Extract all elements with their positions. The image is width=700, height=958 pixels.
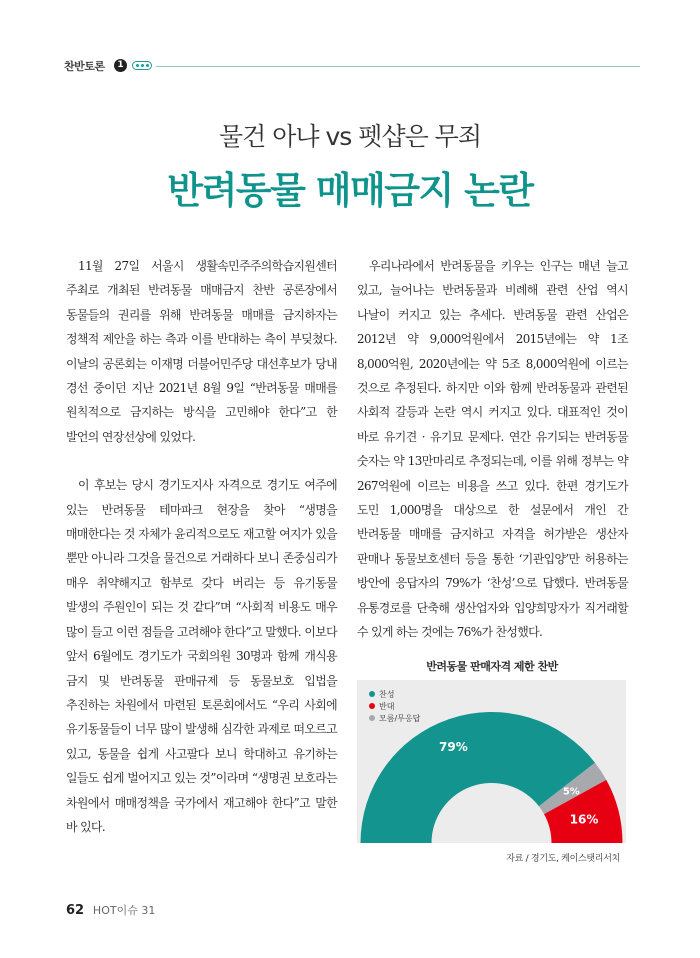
legend-label: 찬성 xyxy=(379,690,395,699)
page-number: 62 xyxy=(66,903,85,918)
legend-label: 반대 xyxy=(379,702,395,711)
legend-item xyxy=(369,701,420,713)
legend-swatch xyxy=(369,703,375,709)
slice-value-label: 16% xyxy=(569,812,599,827)
chart-legend xyxy=(369,689,420,725)
section-header xyxy=(64,58,640,76)
article-subtitle: 물건 아냐 vs 펫샵은 무죄 xyxy=(219,122,481,151)
dots-icon xyxy=(132,61,152,70)
magazine-name: HOT이슈 31 xyxy=(92,904,156,917)
legend-item xyxy=(369,689,420,701)
page-footer xyxy=(66,902,155,918)
chart-source: 자료 / 경기도, 케이스탯리서치 xyxy=(506,854,620,864)
header-divider xyxy=(156,66,640,67)
section-label: 찬반토론 xyxy=(64,60,105,73)
chart-panel xyxy=(357,680,626,843)
body-paragraph: 우리나라에서 반려동물을 키우는 인구는 매년 늘고 있고, 늘어나는 반려동물과 비례해 관련 산업 역시 나날이 커지고 있는 추세다. 반려동물 관련 산업은 2012년 약 9,000억원에서 2015년에는 약 1조 8,000억원, 2020년에는 약 5조 8,000억원에 이르는 것으로 추정된다. 하지만 이와 함께 반려동물과 관련된 사회적 갈등과 논란 역시 커지고 있다. 대표적인 것이 바로 유기견 · 유기묘 문제다. 연간 유기되는 반려동물 숫자는 약 13만마리로 추정되는데, 이를 위해 정부는 약 267억원에 이르는 비용을 쓰고 있다. 한편 경기도가 도민 1,000명을 대상으로 한 설문에서 개인 간 반려동물 매매를 금지하고 자격을 허가받은 생산자 판매나 동물보호센터 등을 통한 ‘기관입양’만 허용하는 방안에 응답자의 79%가 ‘찬성’으로 답했다. 반려동물 유통경로를 단축해 생산업자와 입양희망자가 직거래할 수 있게 하는 것에는 76%가 찬성했다. xyxy=(357,259,628,640)
body-paragraph: 11월 27일 서울시 생활속민주주의학습지원센터 주최로 개최된 반려동물 매매금지 찬반 공론장에서 동물들의 권리를 위해 반려동물 매매를 금지하자는 정책적 제안을 하는 측과 이를 반대하는 측이 부딪쳤다. 이날의 공론회는 이재명 더불어민주당 대선후보가 당내 경선 중이던 지난 2021년 8월 9일 “반려동물 매매를 원칙적으로 금지하는 방식을 고민해야 한다”고 한 발언의 연장선상에 있었다. xyxy=(66,259,337,444)
slice-value-label: 5% xyxy=(562,786,580,798)
donut-chart xyxy=(357,658,627,848)
chart-title: 반려동물 판매자격 제한 찬반 xyxy=(426,660,558,673)
legend-swatch xyxy=(369,691,375,697)
legend-label: 모름/무응답 xyxy=(379,714,421,723)
body-column-right xyxy=(357,254,628,645)
article-title: 반려동물 매매금지 논란 xyxy=(167,169,533,212)
legend-item xyxy=(369,713,420,725)
body-paragraph: 이 후보는 당시 경기도지사 자격으로 경기도 여주에 있는 반려동물 테마파크 현장을 찾아 “생명을 매매한다는 것 자체가 윤리적으로도 재고할 여지가 있을 뿐만 아니라 그것을 물건으로 거래하다 보니 존중심리가 매우 취약해지고 함부로 갖다 버리는 등 유기동물 발생의 주원인이 되는 것 같다”며 “사회적 비용도 매우 많이 들고 이런 점들을 고려해야 한다”고 말했다. 이보다 앞서 6월에도 경기도가 국회의원 30명과 함께 개식용 금지 및 반려동물 판매규제 등 동물보호 입법을 추진하는 차원에서 마련된 토론회에서도 “우리 사회에 유기동물들이 너무 많이 발생해 심각한 과제로 떠오르고 있고, 동물을 쉽게 사고팔다 보니 학대하고 유기하는 일들도 쉽게 벌어지고 있는 것”이라며 “생명권 보호라는 차원에서 매매정책을 국가에서 재고해야 한다”고 말한 바 있다. xyxy=(66,478,337,834)
body-column-left xyxy=(66,254,337,839)
legend-swatch xyxy=(369,715,375,721)
section-number-badge: 1 xyxy=(114,59,127,72)
slice-value-label: 79% xyxy=(439,739,468,754)
